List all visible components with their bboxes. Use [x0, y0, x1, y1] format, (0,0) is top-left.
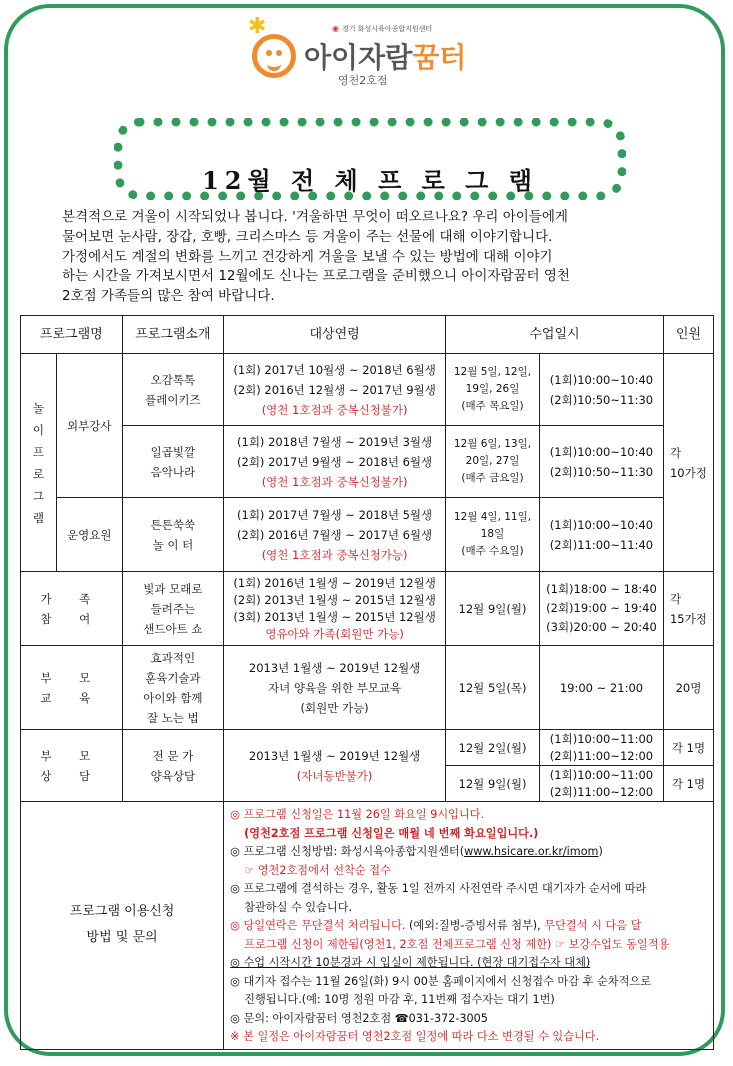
program-name: 오감톡톡 플레이키즈 — [122, 354, 224, 426]
time-cell: (1회)10:00~11:00 (2회)11:00~12:00 — [539, 730, 663, 766]
header-age: 대상연령 — [224, 316, 446, 354]
header-people: 인원 — [663, 316, 713, 354]
people-cell: 각 10가정 — [663, 354, 713, 572]
website-link[interactable]: www.hsicare.or.kr/imom — [464, 845, 599, 858]
intro-paragraph — [62, 208, 692, 307]
age-cell: (1회) 2017년 10월생 ~ 2018년 6월생 (2회) 2016년 12월생 ~ 2017년 9월생 (영천 1호점과 중복신청불가) — [224, 354, 446, 426]
program-name: 빛과 모래로 들려주는 샌드아트 쇼 — [122, 572, 224, 646]
intro-line: 2호점 가족들의 많은 참여 바랍니다. — [62, 288, 275, 305]
time-cell: (1회)18:00 ~ 18:40 (2회)19:00 ~ 19:40 (3회)20:00 ~ 20:40 — [539, 572, 663, 646]
header-intro: 프로그램소개 — [122, 316, 224, 354]
people-cell: 각 1명 — [663, 766, 713, 802]
category-parent-counsel: 부 모 상 담 — [21, 730, 123, 802]
table-row — [21, 498, 714, 572]
intro-line: 본격적으로 겨울이 시작되었나 봅니다. '겨울하면 무엇이 떠오르나요? 우리 아이들에게 — [62, 209, 568, 225]
age-cell: 2013년 1월생 ~ 2019년 12월생 (자녀동반불가) — [224, 730, 446, 802]
program-name: 일곱빛깔 음악나라 — [122, 426, 224, 498]
internal-staff: 운영요원 — [56, 498, 122, 572]
people-cell: 각 15가정 — [663, 572, 713, 646]
table-row — [21, 646, 714, 730]
table-row — [21, 572, 714, 646]
logo-branch: 영천2호점 — [338, 74, 388, 87]
logo-name: 아이자람꿈터 — [304, 41, 467, 74]
header-program: 프로그램명 — [21, 316, 123, 354]
date-cell: 12월 4일, 11일, 18일 (매주 수요일) — [446, 498, 540, 572]
apply-notice: ◎ 프로그램 신청일은 11월 26일 화요일 9시입니다. (영천2호점 프로그램 신청일은 매월 네 번째 화요일입니다.) ◎ 프로그램 신청방법: 화성시육아종합지원센터(www.hsicare.or.kr/imom) ☞ 영천2호점에서 선착순 접수 ◎ 프로그램에 결석하는 경우, 활동 1일 전까지 사전연락 주시면 대기자가 순서에 따라 참관하실 수 있습니다. ◎ 당일연락은 무단결석 처리됩니다. (예외:질병-증빙서류 첨부), 무단결석 시 다음 달 프로그램 신청이 제한됨(영천1, 2호점 전체프로그램 신청 제한) ☞ 보강수업도 동일적용 ◎ 수업 시작시간 10분경과 시 입실이 제한됩니다. (현장 대기접수자 대체) ◎ 대기자 접수는 11월 26일(화) 9시 00분 홈페이지에서 신청접수 마감 후 순차적으로 진행됩니다.(예: 10명 정원 마감 후, 11번째 접수자는 대기 1번) ◎ 문의: 아이자람꿈터 영천2호점 ☎031-372-3005 ※ 본 일정은 아이자람꿈터 영천2호점 일정에 따라 다소 변경될 수 있습니다. — [224, 802, 714, 1050]
people-cell: 20명 — [663, 646, 713, 730]
time-cell: (1회)10:00~10:40 (2회)11:00~11:40 — [539, 498, 663, 572]
center-logo-icon: ◉ — [332, 24, 339, 33]
logo — [248, 14, 508, 90]
intro-line: 하는 시간을 가져보시면서 12월에도 신나는 프로그램을 준비했으니 아이자람꿈터 영천 — [62, 268, 570, 285]
time-cell: (1회)10:00~11:00 (2회)11:00~12:00 — [539, 766, 663, 802]
program-table — [20, 315, 714, 1050]
age-cell: (1회) 2018년 7월생 ~ 2019년 3월생 (2회) 2017년 9월생 ~ 2018년 6월생 (영천 1호점과 중복신청불가) — [224, 426, 446, 498]
time-cell: 19:00 ~ 21:00 — [539, 646, 663, 730]
date-cell: 12월 2일(월) — [446, 730, 540, 766]
external-teacher: 외부강사 — [56, 354, 122, 498]
star-icon: ✱ — [248, 14, 267, 39]
smiley-logo-icon — [252, 34, 296, 78]
time-cell: (1회)10:00~10:40 (2회)10:50~11:30 — [539, 426, 663, 498]
intro-line: 가정에서도 계절의 변화를 느끼고 건강하게 겨울을 보낼 수 있는 방법에 대해 이야기 — [62, 248, 553, 265]
category-play: 놀이프로그램 — [21, 354, 57, 572]
header-schedule: 수업일시 — [446, 316, 664, 354]
program-name: 효과적인 훈육기술과 아이와 함께 잘 노는 법 — [122, 646, 224, 730]
age-cell: (1회) 2016년 1월생 ~ 2019년 12월생 (2회) 2013년 1월생 ~ 2015년 12월생 (3회) 2013년 1월생 ~ 2015년 12월생 영유아와 가족(회원만 가능) — [224, 572, 446, 646]
people-cell: 각 1명 — [663, 730, 713, 766]
title-box — [114, 118, 626, 200]
date-cell: 12월 5일(목) — [446, 646, 540, 730]
date-cell: 12월 9일(월) — [446, 766, 540, 802]
table-row — [21, 730, 714, 766]
age-cell: 2013년 1월생 ~ 2019년 12월생 자녀 양육을 위한 부모교육 (회원만 가능) — [224, 646, 446, 730]
intro-line: 물어보면 눈사람, 장갑, 호빵, 크리스마스 등 겨울이 주는 선물에 대해 이야기합니다. — [62, 228, 553, 245]
date-cell: 12월 5일, 12일, 19일, 26일 (매주 목요일) — [446, 354, 540, 426]
date-cell: 12월 9일(월) — [446, 572, 540, 646]
page-title: 12월 전 체 프 로 그 램 — [202, 166, 538, 195]
category-family: 가 족 참 여 — [21, 572, 123, 646]
program-name: 전 문 가 양육상담 — [122, 730, 224, 802]
category-parent-edu: 부 모 교 육 — [21, 646, 123, 730]
table-row — [21, 354, 714, 426]
apply-row — [21, 802, 714, 1050]
logo-org: 경기 화성시육아종합지원센터 — [342, 25, 433, 33]
apply-label: 프로그램 이용신청 방법 및 문의 — [21, 802, 224, 1050]
age-cell: (1회) 2017년 7월생 ~ 2018년 5월생 (2회) 2016년 7월생 ~ 2017년 6월생 (영천 1호점과 중복신청가능) — [224, 498, 446, 572]
program-name: 튼튼쑥쑥 놀 이 터 — [122, 498, 224, 572]
table-row — [21, 426, 714, 498]
time-cell: (1회)10:00~10:40 (2회)10:50~11:30 — [539, 354, 663, 426]
date-cell: 12월 6일, 13일, 20일, 27일 (매주 금요일) — [446, 426, 540, 498]
table-header-row — [21, 316, 714, 354]
